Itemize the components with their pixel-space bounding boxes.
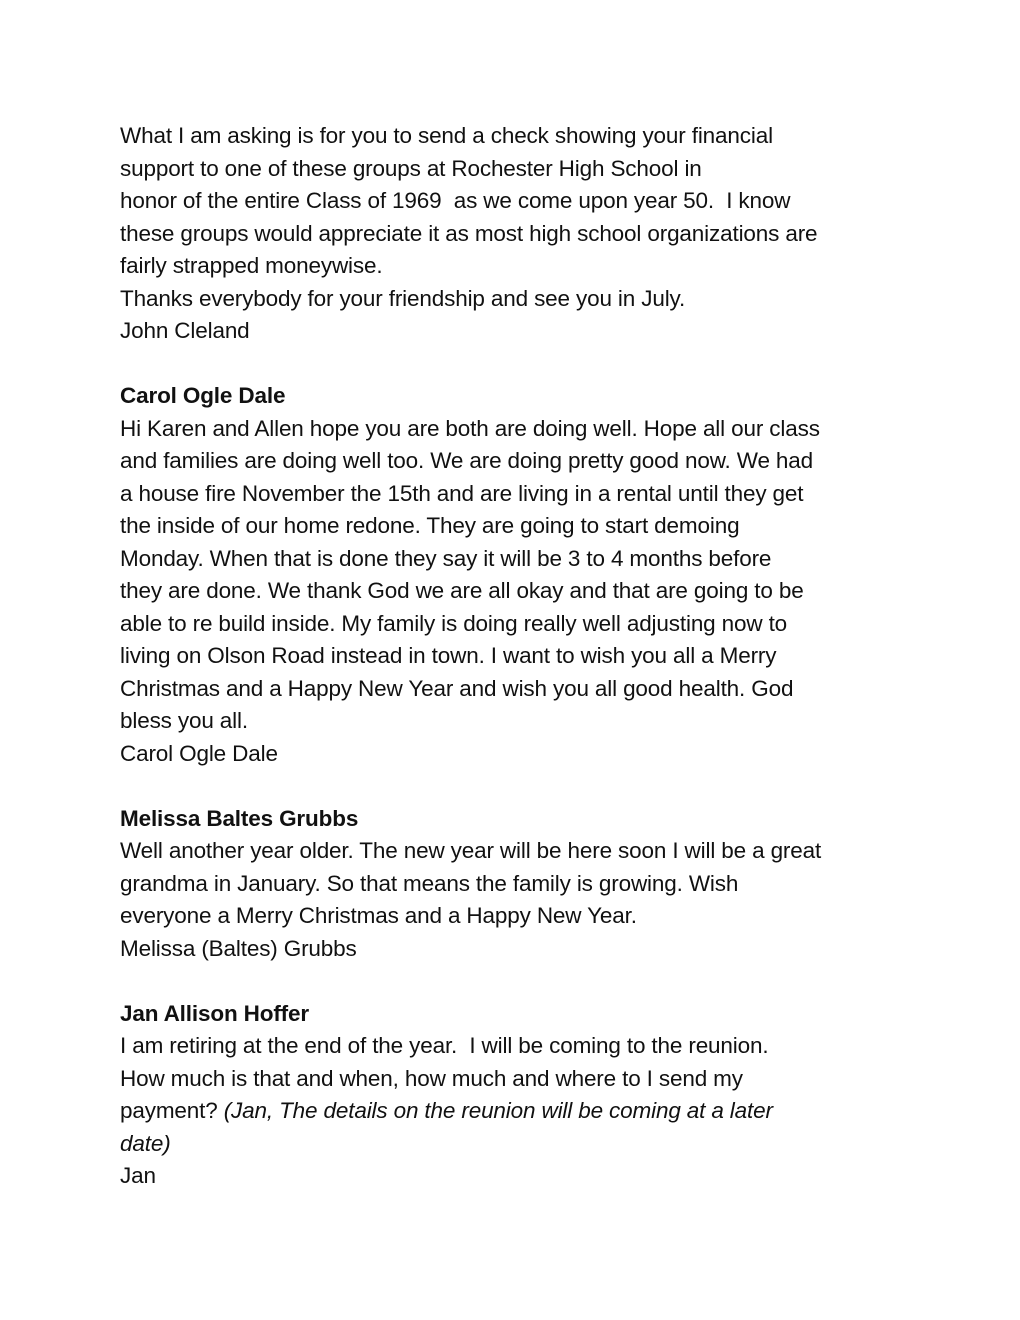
paragraph-spacer bbox=[120, 965, 920, 998]
entry-line: they are done. We thank God we are all okay and that are going to be bbox=[120, 578, 804, 603]
entry-line: Christmas and a Happy New Year and wish you all good health. God bbox=[120, 675, 794, 701]
entry-signature: Melissa (Baltes) Grubbs bbox=[120, 935, 357, 961]
intro-line: fairly strapped moneywise. bbox=[120, 253, 383, 278]
entry-heading: Jan Allison Hoffer bbox=[120, 1000, 309, 1026]
paragraph-spacer bbox=[120, 770, 920, 803]
entry-melissa-baltes-grubbs bbox=[120, 803, 920, 966]
editor-note: date) bbox=[120, 1130, 171, 1156]
editor-note: (Jan, The details on the reunion will be coming at a later bbox=[223, 1098, 773, 1123]
entry-carol-ogle-dale bbox=[120, 380, 920, 770]
entry-line: bless you all. bbox=[120, 708, 248, 733]
intro-line: honor of the entire Class of 1969 as we come upon year 50. I know bbox=[120, 188, 791, 213]
entry-jan-allison-hoffer bbox=[120, 998, 920, 1193]
entry-line: Hi Karen and Allen hope you are both are doing well. Hope all our class bbox=[120, 415, 820, 441]
entry-heading: Melissa Baltes Grubbs bbox=[120, 805, 359, 831]
entry-line: Monday. When that is done they say it will be 3 to 4 months before bbox=[120, 545, 772, 571]
intro-line: Thanks everybody for your friendship and see you in July. bbox=[120, 285, 686, 311]
entry-line: everyone a Merry Christmas and a Happy New Year. bbox=[120, 903, 637, 928]
intro-line: support to one of these groups at Rochester High School in bbox=[120, 155, 702, 181]
entry-signature: Carol Ogle Dale bbox=[120, 740, 278, 766]
entry-line: How much is that and when, how much and where to I send my bbox=[120, 1065, 743, 1091]
intro-line: What I am asking is for you to send a check showing your financial bbox=[120, 123, 773, 148]
entry-line: able to re build inside. My family is doing really well adjusting now to bbox=[120, 610, 788, 636]
entry-line: the inside of our home redone. They are going to start demoing bbox=[120, 513, 740, 538]
entry-line: I am retiring at the end of the year. I will be coming to the reunion. bbox=[120, 1033, 769, 1058]
intro-signature: John Cleland bbox=[120, 318, 250, 343]
entry-line: and families are doing well too. We are doing pretty good now. We had bbox=[120, 448, 813, 473]
entry-line: grandma in January. So that means the family is growing. Wish bbox=[120, 870, 739, 896]
entry-heading: Carol Ogle Dale bbox=[120, 383, 286, 408]
intro-section bbox=[120, 120, 920, 348]
intro-line: these groups would appreciate it as most high school organizations are bbox=[120, 220, 818, 246]
entry-line: Well another year older. The new year will be here soon I will be a great bbox=[120, 838, 822, 863]
entry-line-text: payment? bbox=[120, 1098, 224, 1123]
entry-mixed-line bbox=[120, 1095, 920, 1128]
entry-line: a house fire November the 15th and are living in a rental until they get bbox=[120, 480, 804, 506]
entry-line: living on Olson Road instead in town. I want to wish you all a Merry bbox=[120, 643, 777, 668]
paragraph-spacer bbox=[120, 348, 920, 381]
letter-body bbox=[120, 120, 920, 1193]
entry-signature: Jan bbox=[120, 1163, 156, 1188]
